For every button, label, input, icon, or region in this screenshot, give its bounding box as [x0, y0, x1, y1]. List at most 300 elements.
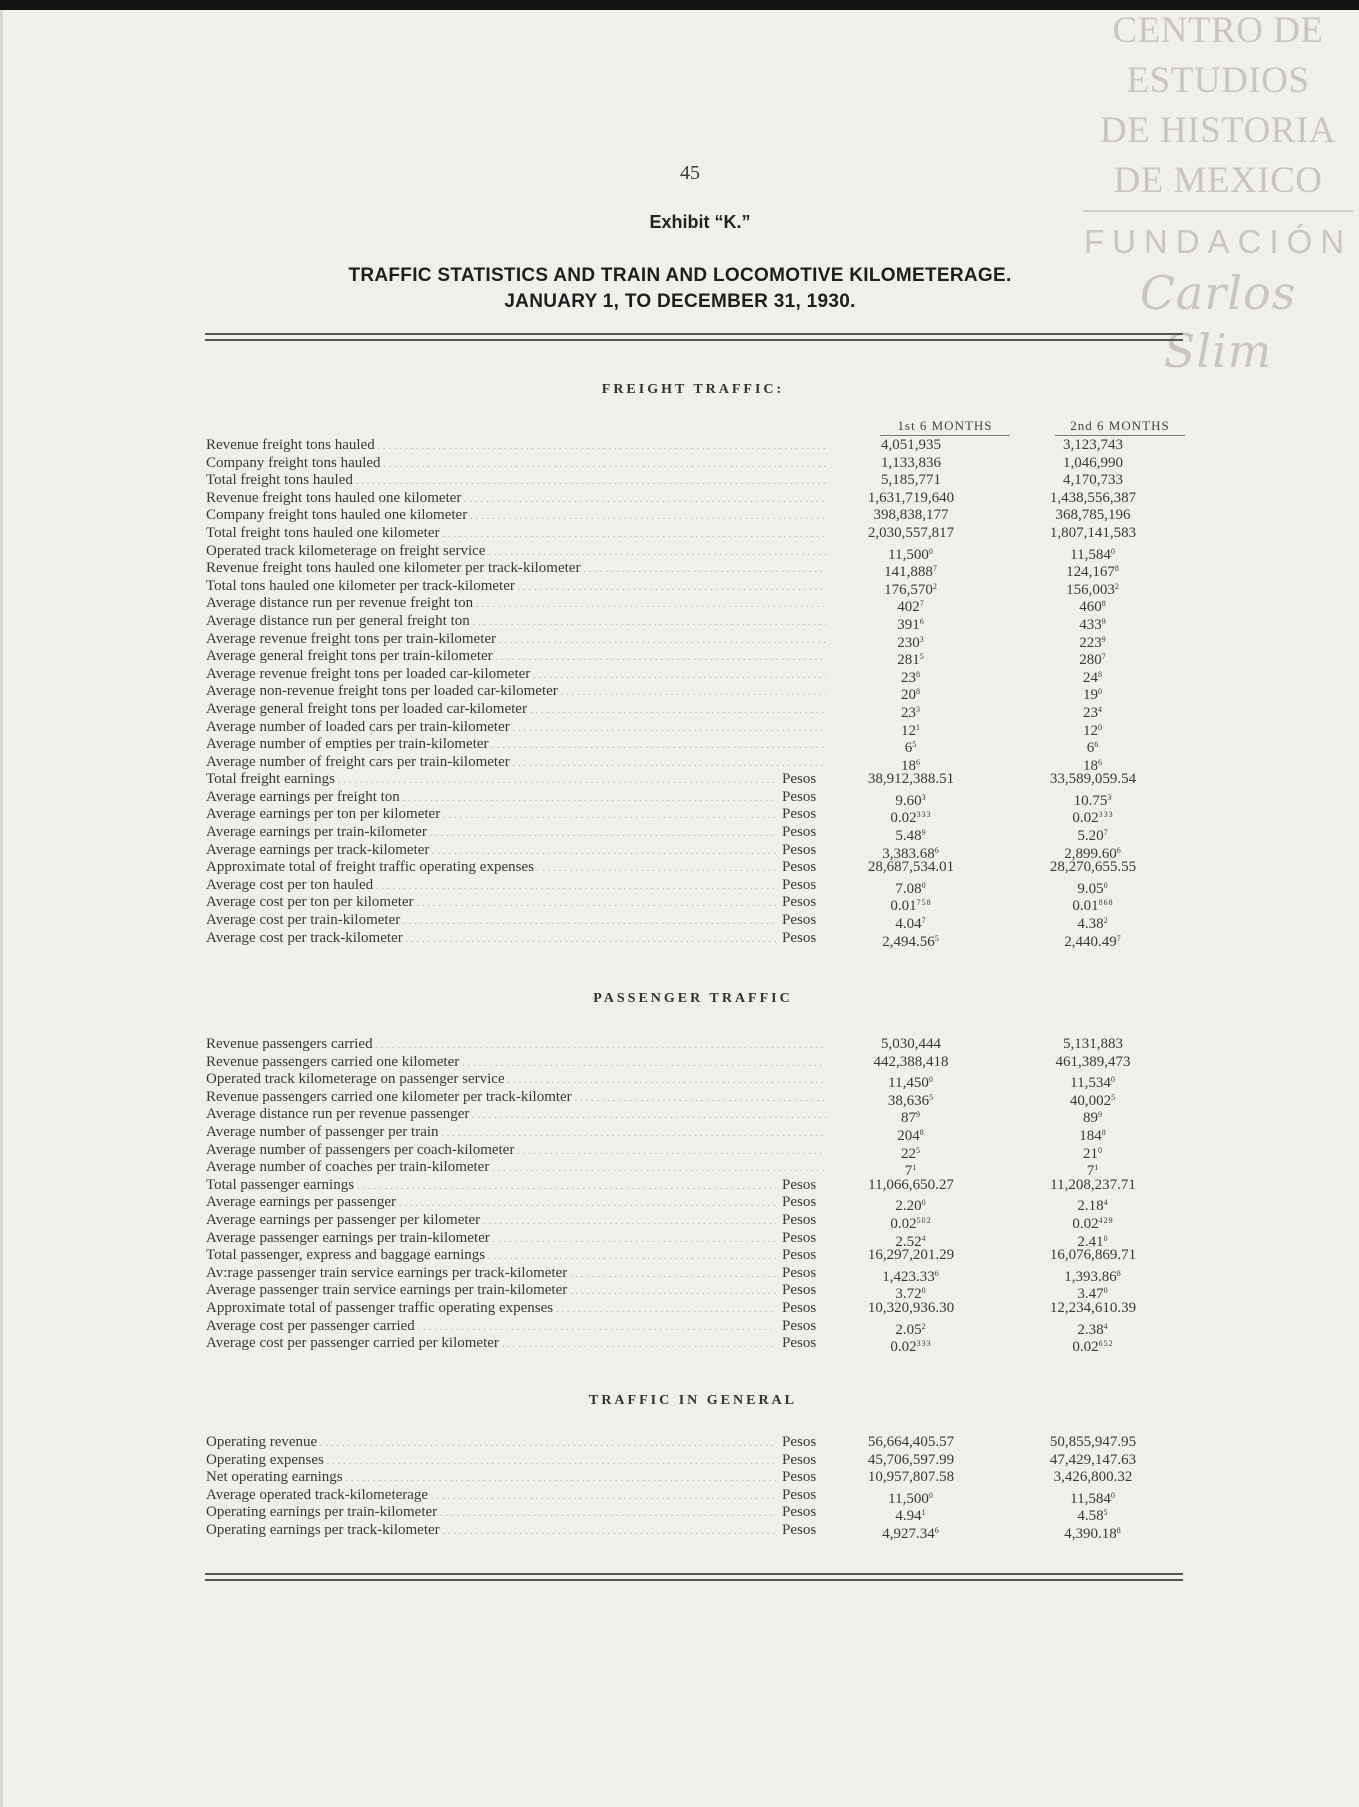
- scan-left-edge: [0, 10, 3, 1807]
- value-number: 1,438,556,387: [1049, 489, 1137, 506]
- row-label: Average operated track-kilometerage . . .: [206, 1487, 776, 1506]
- value-second-half: [1018, 472, 1168, 490]
- value-superscript: 6: [934, 1525, 940, 1535]
- value-superscript: 502: [916, 1215, 932, 1225]
- row-label: Average number of passengers per coach-kilometer . . .: [206, 1142, 826, 1161]
- row-unit: Pesos: [782, 1264, 817, 1281]
- value-number: 11,066,650.27: [868, 1176, 954, 1193]
- value-superscript: 333: [916, 810, 932, 820]
- value-number: 4,390.18: [1064, 1525, 1117, 1542]
- value-number: 11,208,237.71: [1050, 1176, 1136, 1193]
- value-number: 10.75: [1073, 792, 1108, 809]
- value-second-half: [1018, 1036, 1168, 1054]
- row-unit: Pesos: [782, 788, 817, 805]
- value-first-half: [846, 1300, 976, 1318]
- value-second-half: [1018, 859, 1168, 877]
- row-label: Total freight tons hauled . . .: [206, 472, 826, 491]
- row-label: Company freight tons hauled . . .: [206, 455, 826, 474]
- value-number: 2,030,557,817: [867, 524, 955, 541]
- value-number: 2,494.56: [882, 933, 935, 950]
- table-row: [206, 525, 1196, 543]
- value-number: 281: [897, 652, 920, 669]
- value-number: 11,500: [888, 546, 929, 563]
- table-row: [206, 1318, 1196, 1336]
- value-second-half: [1018, 1522, 1168, 1544]
- value-number: 21: [1083, 1145, 1098, 1162]
- value-number: 11,450: [888, 1075, 929, 1092]
- table-row: [206, 1212, 1196, 1230]
- table-row: [206, 894, 1196, 915]
- table-row: [206, 490, 1196, 508]
- value-first-half: [846, 490, 976, 508]
- table-row: [206, 1265, 1196, 1283]
- value-second-half: [1018, 437, 1168, 455]
- row-label: Average passenger earnings per train-kilometer . . .: [206, 1230, 776, 1249]
- value-first-half: [846, 525, 976, 543]
- value-number: 1,393.86: [1064, 1268, 1117, 1285]
- value-second-half: [1018, 1469, 1168, 1487]
- value-first-half: [846, 1247, 976, 1265]
- value-number: 19: [1083, 687, 1098, 704]
- value-number: 0.02: [890, 810, 917, 827]
- row-label: Average number of freight cars per train-kilometer . . .: [206, 754, 826, 773]
- value-number: 2.18: [1077, 1198, 1104, 1215]
- row-unit: Pesos: [782, 1229, 817, 1246]
- row-label: Av:rage passenger train service earnings per track-kilometer . . .: [206, 1265, 776, 1284]
- value-number: 0.02: [890, 1339, 917, 1356]
- value-number: 23: [901, 669, 916, 686]
- value-number: 280: [1079, 652, 1102, 669]
- value-first-half: [846, 507, 976, 525]
- table-row: [206, 1487, 1196, 1505]
- value-number: 16,076,869.71: [1049, 1247, 1137, 1264]
- value-superscript: 6: [1098, 757, 1103, 767]
- value-number: 398,838,177: [873, 507, 949, 524]
- value-number: 7: [1086, 1163, 1095, 1180]
- value-superscript: 4: [1103, 1321, 1109, 1331]
- value-superscript: 6: [934, 1268, 940, 1278]
- row-label: Average non-revenue freight tons per loaded car-kilometer . . .: [206, 683, 826, 702]
- value-second-half: [1018, 1452, 1168, 1470]
- value-superscript: 9: [1101, 616, 1107, 626]
- value-number: 2,899.60: [1064, 845, 1117, 862]
- general-heading: TRAFFIC IN GENERAL: [588, 1393, 797, 1408]
- watermark: [1083, 6, 1353, 380]
- table-row: [206, 701, 1196, 719]
- table-row: [206, 560, 1196, 581]
- value-number: 11,584: [1070, 546, 1111, 563]
- row-unit: Pesos: [782, 859, 817, 876]
- value-number: 176,570: [884, 581, 933, 598]
- row-unit: Pesos: [782, 1469, 817, 1486]
- value-number: 20: [901, 687, 916, 704]
- table-row: [206, 1300, 1196, 1318]
- value-number: 10,320,936.30: [867, 1299, 955, 1316]
- value-number: 56,664,405.57: [867, 1434, 955, 1450]
- value-superscript: 3: [916, 704, 921, 714]
- value-superscript: 429: [1098, 1215, 1114, 1225]
- freight-table: [206, 437, 1196, 950]
- value-second-half: [1018, 1247, 1168, 1265]
- value-superscript: 3: [921, 792, 927, 802]
- value-superscript: 0: [921, 1286, 927, 1296]
- value-number: 0.01: [1072, 898, 1099, 915]
- value-number: 433: [1079, 616, 1102, 633]
- value-number: 184: [1079, 1127, 1102, 1144]
- table-row: [206, 1106, 1196, 1127]
- table-row: [206, 877, 1196, 895]
- value-superscript: 0: [1103, 1233, 1109, 1243]
- row-label: Total passenger earnings . . .: [206, 1177, 776, 1196]
- row-unit: Pesos: [782, 912, 817, 929]
- value-number: 5.48: [895, 828, 922, 845]
- value-superscript: 4: [1103, 1198, 1109, 1208]
- row-unit: Pesos: [782, 1282, 817, 1299]
- row-label: Company freight tons hauled one kilometer . . .: [206, 507, 826, 526]
- page-subtitle: JANUARY 1, TO DECEMBER 31, 1930.: [504, 291, 856, 312]
- table-row: [206, 1194, 1196, 1215]
- column-header-first-label: 1st 6 MONTHS: [880, 418, 1010, 436]
- value-superscript: 0: [1103, 1286, 1109, 1296]
- row-unit: Pesos: [782, 1521, 817, 1538]
- value-first-half: [846, 1434, 976, 1452]
- value-number: 368,785,196: [1055, 507, 1131, 524]
- value-number: 442,388,418: [873, 1053, 949, 1070]
- value-number: 2.20: [895, 1198, 922, 1215]
- table-row: [206, 842, 1196, 860]
- value-superscript: 868: [1098, 898, 1114, 908]
- value-number: 23: [1083, 704, 1098, 721]
- value-number: 10,957,807.58: [867, 1469, 955, 1486]
- value-first-half: [846, 771, 976, 789]
- value-superscript: 7: [932, 564, 938, 574]
- table-row: [206, 771, 1196, 789]
- row-unit: Pesos: [782, 1335, 817, 1352]
- row-label: Average revenue freight tons per train-kilometer . . .: [206, 631, 826, 650]
- table-row: [206, 1230, 1196, 1248]
- table-row: [206, 666, 1196, 684]
- value-first-half: [846, 472, 976, 490]
- value-superscript: 2: [921, 1321, 927, 1331]
- value-superscript: 0: [921, 1198, 927, 1208]
- row-unit: Pesos: [782, 1247, 817, 1264]
- row-label: Total passenger, express and baggage earnings . . .: [206, 1247, 776, 1266]
- value-superscript: 5: [916, 1145, 921, 1155]
- value-number: 89: [1083, 1110, 1098, 1127]
- table-row: [206, 1469, 1196, 1487]
- value-number: 204: [897, 1127, 920, 1144]
- table-row: [206, 824, 1196, 845]
- value-number: 5,185,771: [881, 472, 941, 489]
- table-row: [206, 437, 1196, 455]
- row-unit: Pesos: [782, 929, 817, 946]
- table-row: [206, 1434, 1196, 1452]
- value-superscript: 5: [1103, 1508, 1109, 1518]
- value-superscript: 0: [1110, 546, 1116, 556]
- value-superscript: 2: [1103, 916, 1109, 926]
- value-superscript: 0: [1098, 1145, 1103, 1155]
- value-superscript: 8: [1101, 1127, 1107, 1137]
- value-superscript: 6: [916, 757, 921, 767]
- value-number: 11,584: [1070, 1490, 1111, 1507]
- value-number: 402: [897, 599, 920, 616]
- row-label: Operating earnings per track-kilometer . . .: [206, 1522, 776, 1541]
- value-number: 2.41: [1077, 1233, 1104, 1250]
- value-first-half: [846, 1177, 976, 1195]
- row-unit: Pesos: [782, 1504, 817, 1521]
- table-row: [206, 736, 1196, 757]
- row-label: Operating expenses . . .: [206, 1452, 776, 1471]
- value-superscript: 9: [1098, 1110, 1103, 1120]
- value-superscript: 0: [1110, 1075, 1116, 1085]
- passenger-table: [206, 1036, 1196, 1356]
- value-number: 87: [901, 1110, 916, 1127]
- value-superscript: 1: [921, 1508, 927, 1518]
- value-superscript: 4: [921, 1233, 927, 1243]
- value-superscript: 0: [1103, 880, 1109, 890]
- value-number: 11,500: [888, 1490, 929, 1507]
- row-label: Average number of loaded cars per train-kilometer . . .: [206, 719, 826, 738]
- value-number: 45,706,597.99: [867, 1451, 955, 1468]
- value-number: 1,046,990: [1063, 454, 1123, 471]
- value-superscript: 0: [1098, 687, 1103, 697]
- row-label: Revenue freight tons hauled . . .: [206, 437, 826, 456]
- row-unit: Pesos: [782, 771, 817, 788]
- value-superscript: 652: [1098, 1339, 1114, 1349]
- value-number: 4,927.34: [882, 1525, 935, 1542]
- row-unit: Pesos: [782, 841, 817, 858]
- value-superscript: 8: [919, 1127, 925, 1137]
- row-label: Average number of empties per train-kilometer . . .: [206, 736, 826, 755]
- value-superscript: 8: [1116, 1268, 1122, 1278]
- value-superscript: 0: [928, 1075, 934, 1085]
- value-number: 5,131,883: [1063, 1036, 1123, 1052]
- value-number: 18: [901, 757, 916, 774]
- value-second-half: [1018, 455, 1168, 473]
- value-superscript: 5: [929, 1092, 935, 1102]
- row-label: Revenue freight tons hauled one kilometer per track-kilometer . . .: [206, 560, 826, 579]
- value-number: 461,389,473: [1055, 1053, 1131, 1070]
- value-superscript: 0: [928, 1490, 934, 1500]
- table-row: [206, 683, 1196, 704]
- value-number: 23: [901, 704, 916, 721]
- table-row: [206, 543, 1196, 561]
- value-number: 3,426,800.32: [1053, 1469, 1133, 1486]
- value-number: 2,440.49: [1064, 933, 1117, 950]
- value-second-half: [1018, 930, 1168, 952]
- value-superscript: 9: [921, 828, 927, 838]
- row-unit: Pesos: [782, 1211, 817, 1228]
- table-row: [206, 1452, 1196, 1470]
- value-number: 1,807,141,583: [1049, 524, 1137, 541]
- value-number: 0.01: [890, 898, 917, 915]
- table-row: [206, 1247, 1196, 1265]
- row-label: Average cost per passenger carried per kilometer . . .: [206, 1335, 776, 1354]
- row-label: Average earnings per track-kilometer . . .: [206, 842, 776, 861]
- value-number: 0.02: [1072, 810, 1099, 827]
- value-number: 124,167: [1066, 564, 1115, 581]
- row-label: Revenue passengers carried one kilometer per track-kilomter . . .: [206, 1089, 826, 1108]
- table-row: [206, 912, 1196, 933]
- value-number: 9.05: [1077, 880, 1104, 897]
- table-row: [206, 719, 1196, 737]
- value-number: 47,429,147.63: [1049, 1451, 1137, 1468]
- value-superscript: 8: [1116, 1525, 1122, 1535]
- value-superscript: 8: [1101, 599, 1107, 609]
- value-number: 0.02: [1072, 1339, 1099, 1356]
- value-number: 4.04: [895, 916, 922, 933]
- row-label: Average cost per track-kilometer . . .: [206, 930, 776, 949]
- value-number: 28,687,534.01: [867, 859, 955, 876]
- watermark-line: DE HISTORIA: [1099, 110, 1337, 151]
- row-unit: Pesos: [782, 1299, 817, 1316]
- row-label: Operating earnings per train-kilometer . . .: [206, 1504, 776, 1523]
- value-superscript: 0: [928, 546, 934, 556]
- value-number: 4.94: [895, 1508, 922, 1525]
- value-superscript: 333: [916, 1339, 932, 1349]
- watermark-line: CENTRO DE: [1112, 10, 1324, 51]
- value-second-half: [1018, 771, 1168, 789]
- value-number: 12: [901, 722, 916, 739]
- column-header-second: [1055, 418, 1185, 436]
- table-row: [206, 1071, 1196, 1092]
- value-number: 4,170,733: [1063, 472, 1123, 489]
- value-superscript: 333: [1098, 810, 1114, 820]
- value-superscript: 0: [921, 880, 927, 890]
- table-row: [206, 1282, 1196, 1303]
- value-superscript: 8: [1098, 669, 1103, 679]
- value-superscript: 9: [916, 1110, 921, 1120]
- row-label: Total freight earnings . . .: [206, 771, 776, 790]
- value-second-half: [1018, 1177, 1168, 1195]
- value-number: 6: [904, 740, 913, 757]
- table-row: [206, 859, 1196, 877]
- value-number: 391: [897, 616, 920, 633]
- value-number: 7: [904, 1163, 913, 1180]
- value-number: 22: [901, 1145, 916, 1162]
- row-label: Average number of coaches per train-kilometer . . .: [206, 1159, 826, 1178]
- row-label: Average general freight tons per loaded car-kilometer . . .: [206, 701, 826, 720]
- page-title: TRAFFIC STATISTICS AND TRAIN AND LOCOMOTIVE KILOMETERAGE.: [348, 265, 1012, 286]
- row-label: Average cost per train-kilometer . . .: [206, 912, 776, 931]
- row-label: Average earnings per passenger per kilometer . . .: [206, 1212, 776, 1231]
- value-superscript: 5: [919, 652, 925, 662]
- value-number: 3.47: [1077, 1286, 1104, 1303]
- double-rule-bottom: [205, 1573, 1183, 1581]
- watermark-signature: Carlos Slim: [1139, 266, 1297, 378]
- table-row: [206, 789, 1196, 807]
- value-number: 141,888: [884, 564, 933, 581]
- row-label: Average number of passenger per train . . .: [206, 1124, 826, 1143]
- value-first-half: [846, 1036, 976, 1054]
- value-first-half: [846, 1452, 976, 1470]
- row-label: Average earnings per passenger . . .: [206, 1194, 776, 1213]
- row-label: Average earnings per train-kilometer . . .: [206, 824, 776, 843]
- value-number: 40,002: [1069, 1092, 1112, 1109]
- value-superscript: 2: [1114, 581, 1120, 591]
- general-table: [206, 1434, 1196, 1540]
- value-first-half: [846, 1335, 976, 1357]
- table-row: [206, 595, 1196, 616]
- value-number: 1,631,719,640: [867, 489, 955, 506]
- value-number: 3,123,743: [1063, 437, 1123, 453]
- value-superscript: 7: [1101, 652, 1107, 662]
- value-superscript: 9: [1101, 634, 1107, 644]
- row-unit: Pesos: [782, 806, 817, 823]
- row-label: Net operating earnings . . .: [206, 1469, 776, 1488]
- row-label: Approximate total of freight traffic operating expenses . . .: [206, 859, 776, 878]
- row-label: Operated track kilometerage on freight service . . .: [206, 543, 826, 562]
- row-label: Average earnings per freight ton . . .: [206, 789, 776, 808]
- row-label: Average cost per ton per kilometer . . .: [206, 894, 776, 913]
- value-second-half: [1018, 1300, 1168, 1318]
- value-number: 5.20: [1077, 828, 1104, 845]
- value-number: 33,589,059.54: [1049, 771, 1137, 788]
- value-superscript: 7: [1103, 828, 1109, 838]
- column-header-second-label: 2nd 6 MONTHS: [1055, 418, 1185, 436]
- table-row: [206, 1089, 1196, 1107]
- value-superscript: 5: [934, 933, 940, 943]
- table-row: [206, 613, 1196, 631]
- value-superscript: 0: [1110, 1490, 1116, 1500]
- value-number: 4,051,935: [881, 437, 941, 453]
- value-superscript: 3: [1107, 792, 1113, 802]
- table-row: [206, 578, 1196, 596]
- value-second-half: [1018, 490, 1168, 508]
- value-second-half: [1018, 525, 1168, 543]
- value-number: 18: [1083, 757, 1098, 774]
- table-row: [206, 1335, 1196, 1356]
- table-row: [206, 1054, 1196, 1072]
- value-superscript: 8: [916, 669, 921, 679]
- value-number: 7.08: [895, 880, 922, 897]
- row-label: Revenue freight tons hauled one kilometer . . .: [206, 490, 826, 509]
- value-number: 2.38: [1077, 1321, 1104, 1338]
- row-unit: Pesos: [782, 1486, 817, 1503]
- watermark-line: ESTUDIOS: [1126, 60, 1310, 101]
- value-number: 9.60: [895, 792, 922, 809]
- row-label: Operated track kilometerage on passenger service . . .: [206, 1071, 826, 1090]
- table-row: [206, 754, 1196, 772]
- value-superscript: 1: [912, 1163, 918, 1173]
- double-rule-top: [205, 333, 1183, 341]
- value-superscript: 6: [934, 845, 940, 855]
- row-unit: Pesos: [782, 1434, 817, 1450]
- value-superscript: 5: [912, 740, 918, 750]
- column-header-first: [880, 418, 1010, 436]
- value-superscript: 3: [919, 634, 925, 644]
- row-label: Approximate total of passenger traffic operating expenses . . .: [206, 1300, 776, 1319]
- value-first-half: [846, 455, 976, 473]
- value-superscript: 0: [1098, 722, 1103, 732]
- value-number: 12: [1083, 722, 1098, 739]
- value-number: 1,133,836: [881, 454, 941, 471]
- row-label: Revenue passengers carried one kilometer . . .: [206, 1054, 826, 1073]
- value-number: 38,912,388.51: [867, 771, 955, 788]
- table-row: [206, 631, 1196, 649]
- row-label: Total tons hauled one kilometer per track-kilometer . . .: [206, 578, 826, 597]
- row-label: Average earnings per ton per kilometer . . .: [206, 806, 776, 825]
- row-label: Operating revenue . . .: [206, 1434, 776, 1453]
- value-number: 460: [1079, 599, 1102, 616]
- row-label: Revenue passengers carried . . .: [206, 1036, 826, 1055]
- table-row: [206, 648, 1196, 669]
- value-superscript: 6: [1094, 740, 1100, 750]
- watermark-fundacion: FUNDACIÓN: [1083, 223, 1353, 260]
- value-first-half: [846, 1054, 976, 1072]
- watermark-rule: [1083, 210, 1353, 212]
- row-label: Average cost per passenger carried . . .: [206, 1318, 776, 1337]
